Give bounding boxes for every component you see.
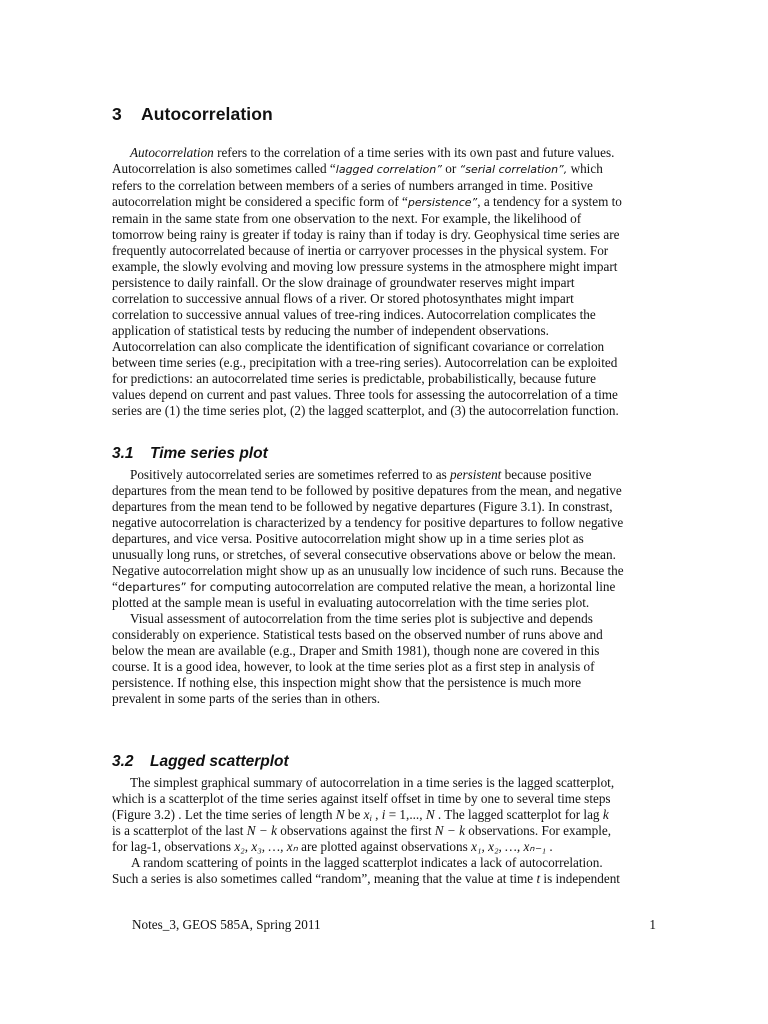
subsection-title: Lagged scatterplot [150,753,289,770]
section-title: Autocorrelation [141,104,273,124]
lagged-scatterplot-paragraph: The simplest graphical summary of autocorrelation in a time series is the lagged scatterplot, which is a scatterplot of the time series against itself offset in time by one to several time steps (Figure 3.2) . Let the time series of length N be $x_i$ , i = 1,..., N . The lagged scatterplot for lag k is a scatterplot of the last N − k observations against the first N − k observations. For example, for lag-1, observations x₂, x₃, …, xₙ are plotted against observations x₁, x₂, …, xₙ₋₁ . A random scattering of points in the lagged scatterplot indicates a lack of autocorrelation. Such a series is also sometimes called “random”, meaning that the value at time t is independent [112,775,620,886]
subsection-number: 3.1 [112,445,134,462]
section-number: 3 [112,104,122,124]
section-heading [112,104,273,125]
time-series-plot-paragraph: Positively autocorrelated series are sometimes referred to as persistent because positive departures from the mean tend to be followed by positive depatures from the mean, and negative departures from the mean tend to be followed by negative departures (Figure 3.1). In constrast, negative autocorrelation is characterized by a tendency for positive departures to follow negative departures, and vice versa. Positive autocorrelation might show up in a time series plot as unusually long runs, or stretches, of several consecutive observations above or below the mean. Negative autocorrelation might show up as an unusually low incidence of such runs. Because the “departures” for computing autocorrelation are computed relative the mean, a horizontal line plotted at the sample mean is useful in evaluating autocorrelation with the time series plot. Visual assessment of autocorrelation from the time series plot is subjective and depends considerably on experience. Statistical tests based on the observed number of runs above and below the mean are available (e.g., Draper and Smith 1981), though none are covered in this course. It is a good idea, however, to look at the time series plot as a first step in analysis of persistence. If nothing else, this inspection might show that the persistence is much more prevalent in some parts of the series than in others. [112,467,624,706]
subsection-heading-3-1 [112,445,268,463]
footer-text: Notes_3, GEOS 585A, Spring 2011 [132,917,321,932]
subsection-heading-3-2 [112,753,289,771]
page-number: 1 [649,917,656,932]
page-footer [132,917,656,933]
subsection-title: Time series plot [150,445,268,462]
subsection-number: 3.2 [112,753,134,770]
intro-paragraph: Autocorrelation refers to the correlation of a time series with its own past and future values. Autocorrelation is also sometimes called “lagged correlation” or “serial correlation”, which refers to the correlation between members of a series of numbers arranged in time. Positive autocorrelation might be considered a specific form of “persistence”, a tendency for a system to remain in the same state from one observation to the next. For example, the likelihood of tomorrow being rainy is greater if today is rainy than if today is dry. Geophysical time series are frequently autocorrelated because of inertia or carryover processes in the physical system. For example, the slowly evolving and moving low pressure systems in the atmosphere might impart persistence to daily rainfall. Or the slow drainage of groundwater reserves might impart correlation to successive annual flows of a river. Or stored photosynthates might impart correlation to successive annual values of tree-ring indices. Autocorrelation complicates the application of statistical tests by reducing the number of independent observations. Autocorrelation can also complicate the identification of significant covariance or correlation between time series (e.g., precipitation with a tree-ring series). Autocorrelation can be exploited for predictions: an autocorrelated time series is predictable, probabilistically, because future values depend on current and past values. Three tools for assessing the autocorrelation of a time series are (1) the time series plot, (2) the lagged scatterplot, and (3) the autocorrelation function. [112,145,622,418]
